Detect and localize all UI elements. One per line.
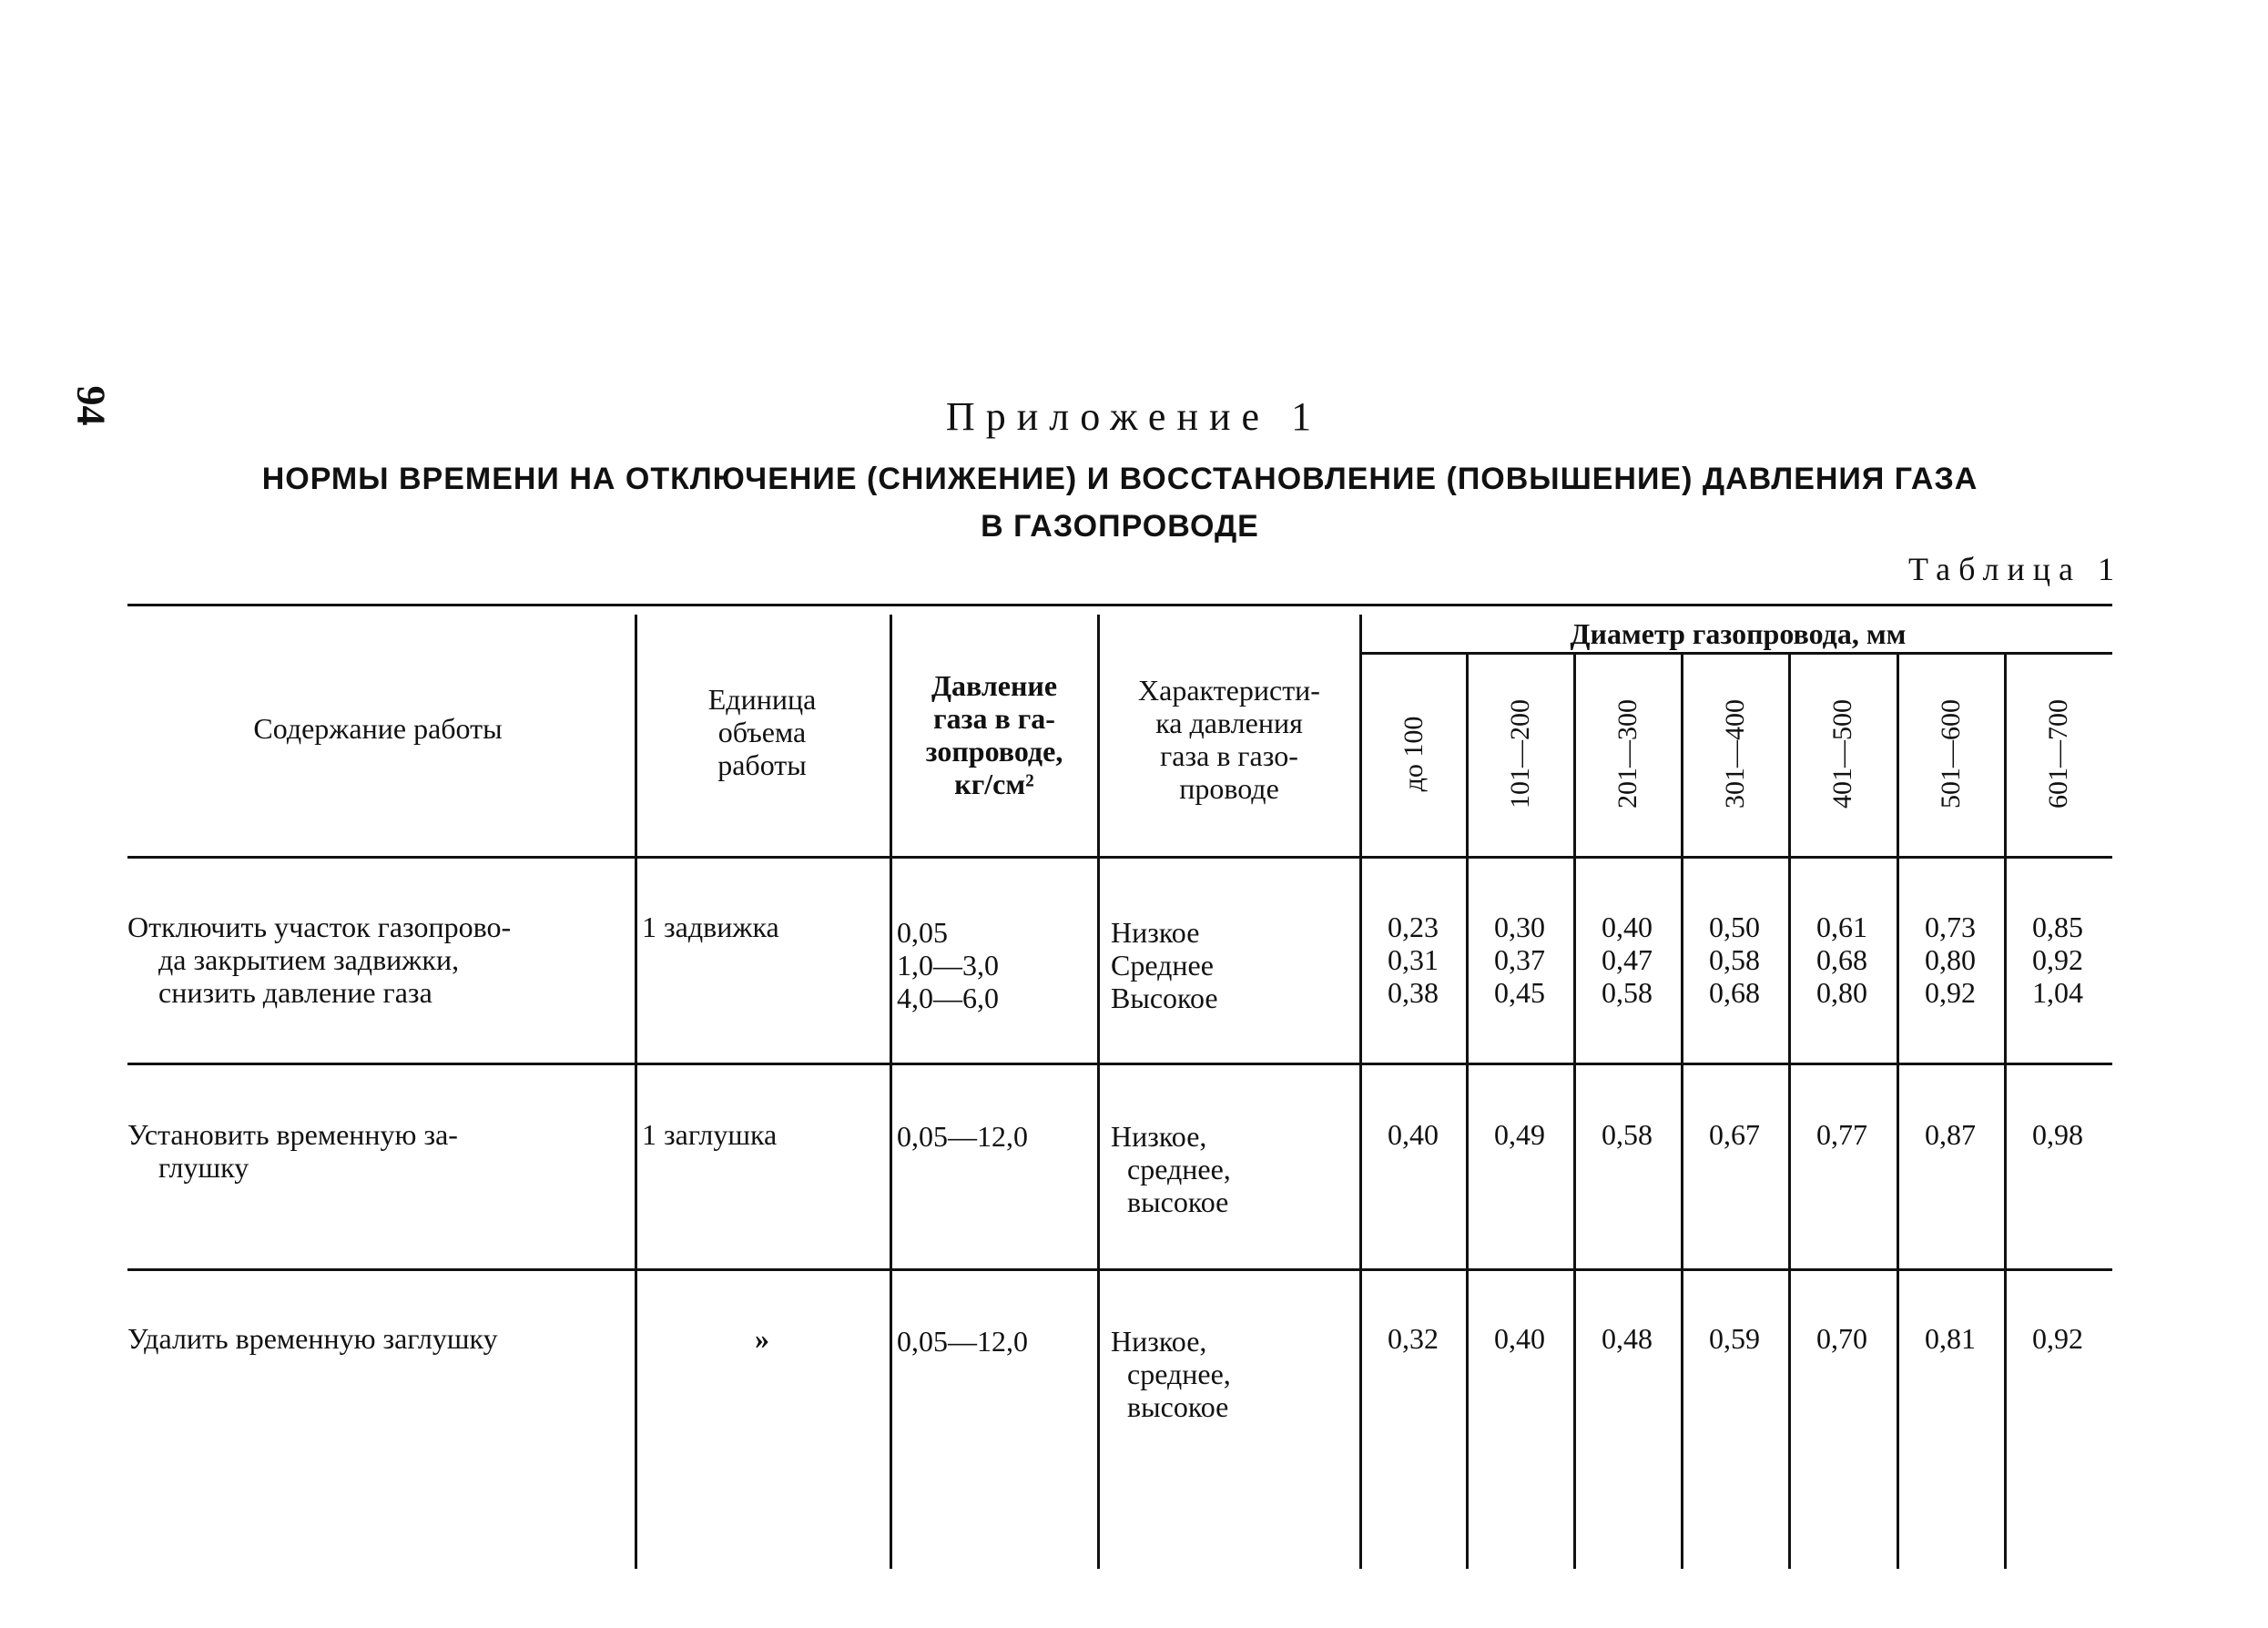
- time-value: 0,92: [2032, 943, 2083, 976]
- row-2-bottom-rule: [127, 1268, 2112, 1271]
- header-diameter: Диаметр газопровода, мм: [1570, 617, 1907, 650]
- time-value: 0,68: [1709, 976, 1760, 1009]
- row-2-characteristic: Низкое, среднее, высокое: [1111, 1120, 1231, 1218]
- time-value: 0,40: [1388, 1118, 1439, 1151]
- value-cell-row-2-col-4: [1684, 1118, 1785, 1151]
- time-value: 0,92: [2032, 1322, 2083, 1355]
- header-pressure: Давление газа в га- зопроводе, кг/см²: [925, 669, 1063, 800]
- time-value: 0,58: [1602, 976, 1653, 1009]
- time-value: 0,40: [1494, 1322, 1545, 1355]
- value-cell-row-1-col-4: [1684, 911, 1785, 1009]
- row-3-pressure: 0,05—12,0: [897, 1325, 1028, 1358]
- col-divider-work: [635, 615, 637, 1569]
- diameter-header-1: до 100: [1398, 716, 1429, 792]
- value-cell-row-1-col-2: [1470, 911, 1570, 1009]
- row-2-unit: 1 заглушка: [642, 1118, 778, 1151]
- row-1-work: Отключить участок газопрово- да закрытием задвижки, снизить давление газа: [127, 911, 512, 1009]
- title-line-2: В ГАЗОПРОВОДЕ: [981, 509, 1259, 544]
- time-value: 1,04: [2032, 976, 2083, 1009]
- diameter-header-2: 101—200: [1505, 699, 1535, 809]
- time-value: 0,30: [1494, 911, 1545, 943]
- diameter-header-5: 401—500: [1827, 699, 1857, 809]
- diameter-header-6: 501—600: [1936, 699, 1966, 809]
- col-divider-d3: [1681, 654, 1683, 1569]
- col-divider-d4: [1788, 654, 1791, 1569]
- header-bottom-rule: [127, 856, 2112, 859]
- time-value: 0,68: [1816, 943, 1867, 976]
- time-value: 0,23: [1388, 911, 1439, 943]
- value-cell-row-3-col-5: [1792, 1322, 1892, 1355]
- header-characteristic: Характеристи- ка давления газа в газо- проводе: [1138, 674, 1320, 805]
- row-1-bottom-rule: [127, 1063, 2112, 1065]
- value-cell-row-1-col-1: [1363, 911, 1463, 1009]
- table-top-rule: [127, 604, 2112, 606]
- value-cell-row-2-col-1: [1363, 1118, 1463, 1151]
- time-value: 0,37: [1494, 943, 1545, 976]
- time-value: 0,40: [1602, 911, 1653, 943]
- time-value: 0,61: [1816, 911, 1867, 943]
- time-value: 0,81: [1925, 1322, 1976, 1355]
- row-1-pressure: 0,05 1,0—3,0 4,0—6,0: [897, 916, 999, 1014]
- row-2-work-line1: Установить временную за-: [127, 1118, 458, 1151]
- time-value: 0,80: [1925, 943, 1976, 976]
- appendix-heading: Приложение 1: [945, 394, 1323, 439]
- value-cell-row-1-col-5: [1792, 911, 1892, 1009]
- header-unit: Единица объема работы: [707, 683, 817, 781]
- document-title: [127, 455, 2112, 550]
- time-value: 0,58: [1602, 1118, 1653, 1151]
- time-value: 0,70: [1816, 1322, 1867, 1355]
- time-value: 0,98: [2032, 1118, 2083, 1151]
- time-value: 0,92: [1925, 976, 1976, 1009]
- time-value: 0,31: [1388, 943, 1439, 976]
- row-2-pressure: 0,05—12,0: [897, 1120, 1028, 1153]
- time-value: 0,47: [1602, 943, 1653, 976]
- value-cell-row-3-col-1: [1363, 1322, 1463, 1355]
- time-value: 0,50: [1709, 911, 1760, 943]
- col-divider-characteristic: [1359, 615, 1362, 1569]
- value-cell-row-3-col-2: [1470, 1322, 1570, 1355]
- time-value: 0,77: [1816, 1118, 1867, 1151]
- value-cell-row-1-col-3: [1577, 911, 1677, 1009]
- time-value: 0,85: [2032, 911, 2083, 943]
- diameter-header-3: 201—300: [1612, 699, 1643, 809]
- value-cell-row-3-col-4: [1684, 1322, 1785, 1355]
- col-divider-d6: [2004, 654, 2007, 1569]
- value-cell-row-3-col-7: [2008, 1322, 2108, 1355]
- col-divider-d2: [1573, 654, 1576, 1569]
- value-cell-row-3-col-6: [1900, 1322, 2000, 1355]
- col-divider-unit: [890, 615, 892, 1569]
- time-value: 0,49: [1494, 1118, 1545, 1151]
- time-value: 0,32: [1388, 1322, 1439, 1355]
- row-1-unit: 1 задвижка: [642, 911, 779, 943]
- time-value: 0,73: [1925, 911, 1976, 943]
- time-value: 0,58: [1709, 943, 1760, 976]
- title-line-1: НОРМЫ ВРЕМЕНИ НА ОТКЛЮЧЕНИЕ (СНИЖЕНИЕ) И ВОССТАНОВЛЕНИЕ (ПОВЫШЕНИЕ) ДАВЛЕНИЯ ГАЗА: [261, 462, 1978, 496]
- value-cell-row-1-col-7: [2008, 911, 2108, 1009]
- row-3-work: Удалить временную заглушку: [127, 1322, 498, 1355]
- diameter-header-4: 301—400: [1720, 699, 1750, 809]
- row-3-characteristic: Низкое, среднее, высокое: [1111, 1325, 1231, 1423]
- diameter-header-7: 601—700: [2043, 699, 2073, 809]
- table-label: Таблица 1: [1908, 551, 2122, 587]
- col-divider-pressure: [1097, 615, 1100, 1569]
- page-number: 94: [68, 385, 114, 426]
- time-value: 0,87: [1925, 1118, 1976, 1151]
- time-value: 0,45: [1494, 976, 1545, 1009]
- time-value: 0,48: [1602, 1322, 1653, 1355]
- col-divider-d5: [1897, 654, 1899, 1569]
- time-value: 0,59: [1709, 1322, 1760, 1355]
- value-cell-row-2-col-6: [1900, 1118, 2000, 1151]
- row-3-unit: »: [755, 1322, 769, 1355]
- row-2-work: Установить временную за- глушку: [127, 1118, 621, 1184]
- time-value: 0,38: [1388, 976, 1439, 1009]
- value-cell-row-2-col-2: [1470, 1118, 1570, 1151]
- value-cell-row-2-col-3: [1577, 1118, 1677, 1151]
- header-work: Содержание работы: [253, 712, 503, 745]
- col-divider-d1: [1466, 654, 1469, 1569]
- time-value: 0,80: [1816, 976, 1867, 1009]
- time-value: 0,67: [1709, 1118, 1760, 1151]
- value-cell-row-1-col-6: [1900, 911, 2000, 1009]
- value-cell-row-2-col-7: [2008, 1118, 2108, 1151]
- value-cell-row-3-col-3: [1577, 1322, 1677, 1355]
- value-cell-row-2-col-5: [1792, 1118, 1892, 1151]
- row-1-characteristic: Низкое Среднее Высокое: [1111, 916, 1218, 1014]
